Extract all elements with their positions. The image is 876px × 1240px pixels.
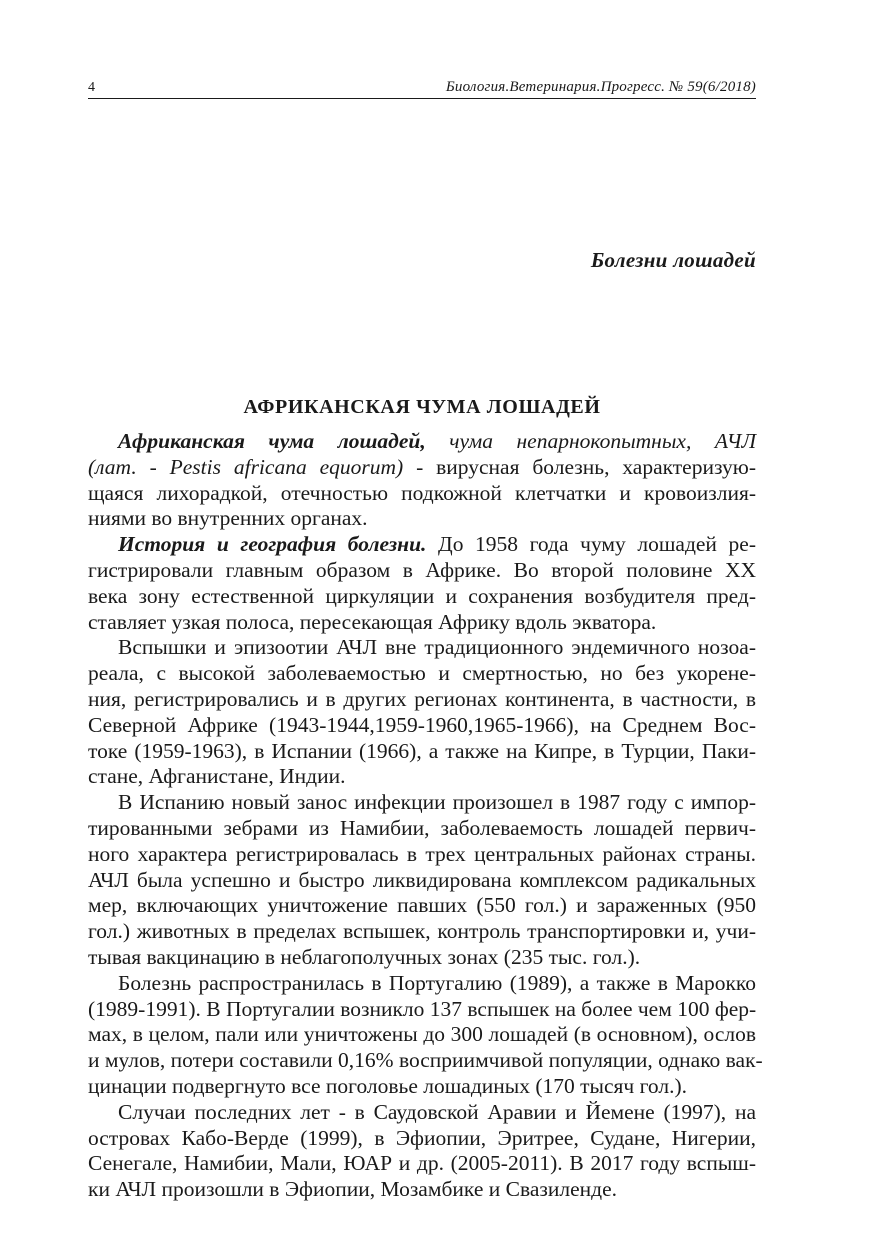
subheading-history: История и география болезни.	[118, 532, 427, 557]
paragraph-spain	[88, 790, 756, 971]
page-number: 4	[88, 80, 95, 95]
paragraph-definition	[88, 429, 757, 532]
running-header	[88, 78, 756, 99]
text-line: ниями во внутренних органах.	[88, 506, 368, 531]
latin-name: (лат. - Pestis africana equorum)	[88, 454, 404, 479]
synonyms-italic: чума непарнокопытных, АЧЛ	[425, 429, 757, 453]
text-line: Случаи последних лет - в Саудовской Аравии и Йемене (1997), на	[118, 1099, 756, 1124]
text-line: века зону естественной циркуляции и сохранения возбудителя пред-	[88, 583, 756, 608]
text-line: островах Кабо-Верде (1999), в Эфиопии, Эритрее, Судане, Нигерии,	[88, 1125, 756, 1150]
text-line: реала, с высокой заболеваемостью и смертностью, но без укорене-	[88, 661, 756, 686]
text-line: гол.) животных в пределах вспышек, контроль транспортировки и, учи-	[88, 919, 756, 944]
text-line: токе (1959-1963), в Испании (1966), а также на Кипре, в Турции, Паки-	[88, 738, 756, 763]
text-line: стане, Афганистане, Индии.	[88, 764, 346, 789]
text-line: тывая вакцинацию в неблагополучных зонах (235 тыс. гол.).	[88, 944, 641, 969]
text-line: ставляет узкая полоса, пересекающая Африку вдоль экватора.	[88, 609, 657, 634]
text-line: (1989-1991). В Португалии возникло 137 вспышек на более чем 100 фер-	[88, 996, 757, 1021]
paragraph-recent-cases	[88, 1099, 756, 1203]
paragraph-history	[88, 532, 756, 635]
paragraph-outbreaks	[88, 635, 756, 790]
text-line: цинации подвергнуто все поголовье лошадиных (170 тысяч гол.).	[88, 1073, 687, 1098]
text-line: и мулов, потери составили 0,16% восприимчивой популяции, однако вак-	[88, 1048, 763, 1073]
text-line: Болезнь распространилась в Португалию (1989), а также в Марокко	[118, 970, 756, 995]
term-bold: Африканская чума лошадей,	[118, 429, 426, 453]
text-line: мах, в целом, пали или уничтожены до 300 лошадей (в основном), ослов	[88, 1022, 756, 1047]
text-line: ки АЧЛ произошли в Эфиопии, Мозамбике и Свазиленде.	[88, 1177, 617, 1202]
text-line: Сенегале, Намибии, Мали, ЮАР и др. (2005-2011). В 2017 году вспыш-	[88, 1151, 756, 1176]
journal-title: Биология.Ветеринария.Прогресс. № 59(6/2018)	[445, 79, 756, 95]
article-title: АФРИКАНСКАЯ ЧУМА ЛОШАДЕЙ	[243, 396, 601, 418]
section-name: Болезни лошадей	[590, 248, 756, 272]
text-line: мер, включающих уничтожение павших (550 гол.) и зараженных (950	[88, 893, 756, 918]
text-line: В Испанию новый занос инфекции произошел в 1987 году с импор-	[118, 790, 756, 815]
text-line: Северной Африке (1943-1944,1959-1960,1965-1966), на Среднем Вос-	[88, 712, 756, 737]
text-line: История и география болезни. До 1958 года чуму лошадей ре-	[118, 532, 756, 557]
text-line: ния, регистрировались и в других регионах континента, в частности, в	[88, 686, 756, 711]
text-line: гистрировали главным образом в Африке. Во второй половине XX	[88, 557, 756, 582]
text-line: АЧЛ была успешно и быстро ликвидирована комплексом радикальных	[88, 867, 756, 892]
text-line	[118, 429, 756, 455]
text-line: щаяся лихорадкой, отечностью подкожной клетчатки и кровоизлия-	[88, 480, 756, 505]
article-body	[88, 429, 763, 1203]
text-line: ного характера регистрировалась в трех центральных районах страны.	[88, 841, 756, 866]
text-line: тированными зебрами из Намибии, заболеваемость лошадей первич-	[88, 815, 756, 840]
text-line: (лат. - Pestis africana equorum) - вирусная болезнь, характеризую-	[88, 454, 756, 479]
text-line: Вспышки и эпизоотии АЧЛ вне традиционного эндемичного нозоа-	[118, 635, 756, 660]
paragraph-portugal	[88, 970, 763, 1100]
